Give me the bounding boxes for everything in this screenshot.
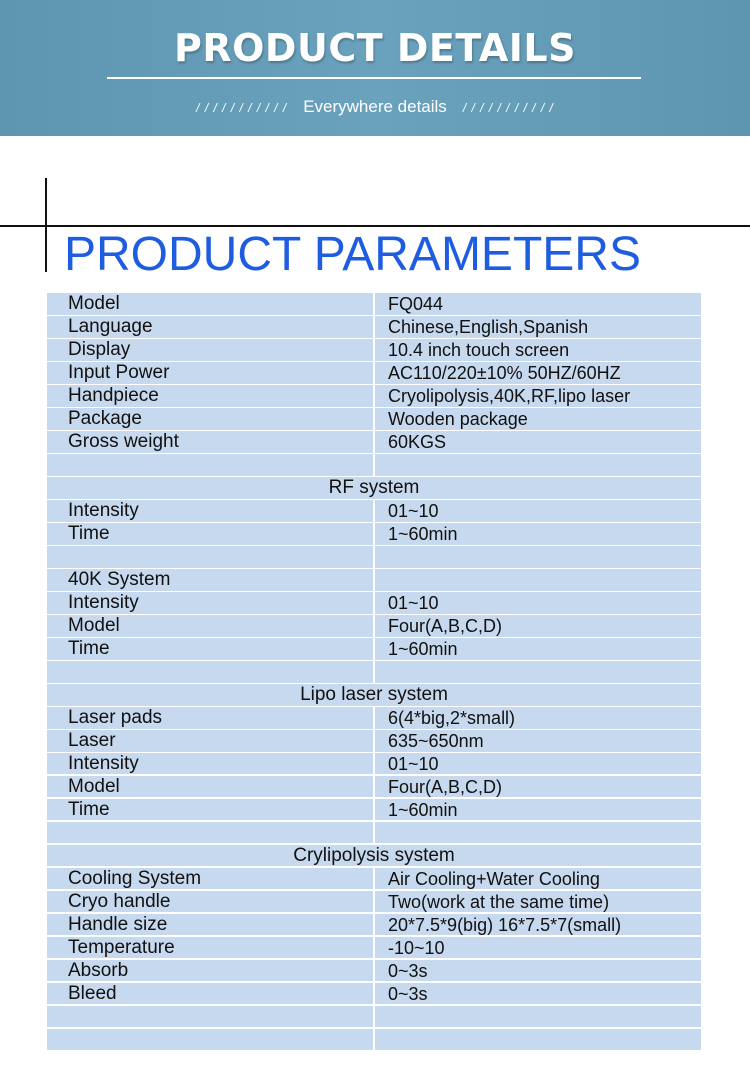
section-title: PRODUCT PARAMETERS [64, 228, 641, 281]
parameter-value: FQ044 [375, 293, 701, 315]
parameter-value: 20*7.5*9(big) 16*7.5*7(small) [375, 914, 701, 936]
table-row [47, 868, 701, 890]
table-row [47, 776, 701, 798]
parameter-value: 1~60min [375, 523, 701, 545]
parameter-label [47, 1006, 373, 1028]
parameter-value: AC110/220±10% 50HZ/60HZ [375, 362, 701, 384]
parameter-value: 01~10 [375, 592, 701, 614]
parameter-label: Display [47, 339, 373, 361]
parameter-label: Intensity [47, 500, 373, 522]
parameter-label: Intensity [47, 753, 373, 775]
parameter-label: Time [47, 638, 373, 660]
banner-divider [107, 77, 641, 79]
table-row [47, 914, 701, 936]
parameter-value: 1~60min [375, 799, 701, 821]
parameter-value: Cryolipolysis,40K,RF,lipo laser [375, 385, 701, 407]
table-row [47, 362, 701, 384]
parameter-label: Input Power [47, 362, 373, 384]
table-section-header-row [47, 845, 701, 867]
parameter-label: Package [47, 408, 373, 430]
parameters-table [47, 293, 701, 1051]
parameter-label: Absorb [47, 960, 373, 982]
table-row [47, 638, 701, 660]
banner-title: PRODUCT DETAILS [174, 26, 576, 70]
table-row [47, 592, 701, 614]
parameter-value [375, 546, 701, 568]
parameter-label: Handpiece [47, 385, 373, 407]
table-row [47, 937, 701, 959]
table-row [47, 799, 701, 821]
table-row [47, 983, 701, 1005]
parameter-label [47, 661, 373, 683]
table-row [47, 523, 701, 545]
parameter-label [47, 1029, 373, 1051]
parameter-value [375, 454, 701, 476]
parameter-value: 10.4 inch touch screen [375, 339, 701, 361]
table-row [47, 385, 701, 407]
header-banner [0, 0, 750, 136]
parameter-value: 60KGS [375, 431, 701, 453]
parameter-label: Cryo handle [47, 891, 373, 913]
parameter-value: 0~3s [375, 983, 701, 1005]
parameter-label [47, 454, 373, 476]
section-header-label: Crylipolysis system [47, 845, 701, 867]
table-row [47, 730, 701, 752]
table-row [47, 753, 701, 775]
parameter-value: 6(4*big,2*small) [375, 707, 701, 729]
parameter-value: Four(A,B,C,D) [375, 615, 701, 637]
table-row [47, 293, 701, 315]
parameter-label: Laser [47, 730, 373, 752]
parameter-label: 40K System [47, 569, 373, 591]
parameter-label: Model [47, 776, 373, 798]
table-section-header-row [47, 684, 701, 706]
parameter-label: Language [47, 316, 373, 338]
parameter-value: Four(A,B,C,D) [375, 776, 701, 798]
parameter-label: Intensity [47, 592, 373, 614]
parameter-label: Cooling System [47, 868, 373, 890]
parameter-label: Temperature [47, 937, 373, 959]
parameter-label: Time [47, 799, 373, 821]
table-row [47, 316, 701, 338]
table-row [47, 500, 701, 522]
parameter-label: Time [47, 523, 373, 545]
table-row [47, 707, 701, 729]
parameter-value [375, 822, 701, 844]
table-row [47, 891, 701, 913]
parameter-label: Model [47, 615, 373, 637]
parameter-label [47, 546, 373, 568]
parameter-label [47, 822, 373, 844]
table-row [47, 661, 701, 683]
parameter-value [375, 661, 701, 683]
parameter-value: 1~60min [375, 638, 701, 660]
table-row [47, 1029, 701, 1051]
parameter-value: 0~3s [375, 960, 701, 982]
parameter-label: Handle size [47, 914, 373, 936]
horizontal-accent-line [0, 225, 750, 227]
slash-decoration-right: / / / / / / / / / / / [462, 100, 554, 115]
parameter-label: Bleed [47, 983, 373, 1005]
parameter-value: Chinese,English,Spanish [375, 316, 701, 338]
parameter-label: Model [47, 293, 373, 315]
table-section-header-row [47, 477, 701, 499]
table-row [47, 1006, 701, 1028]
parameter-value [375, 569, 701, 591]
parameter-value: 01~10 [375, 753, 701, 775]
parameter-value: Air Cooling+Water Cooling [375, 868, 701, 890]
section-header-label: RF system [47, 477, 701, 499]
slash-decoration-left: / / / / / / / / / / / [196, 100, 288, 115]
banner-subtitle: Everywhere details [303, 97, 447, 116]
table-row [47, 546, 701, 568]
parameter-label: Laser pads [47, 707, 373, 729]
banner-subtitle-row [0, 97, 750, 117]
parameter-value: 01~10 [375, 500, 701, 522]
table-row [47, 822, 701, 844]
table-row [47, 408, 701, 430]
parameter-value: Wooden package [375, 408, 701, 430]
table-row [47, 339, 701, 361]
parameter-value: 635~650nm [375, 730, 701, 752]
table-row [47, 431, 701, 453]
table-row [47, 569, 701, 591]
parameter-value: Two(work at the same time) [375, 891, 701, 913]
table-row [47, 615, 701, 637]
parameter-value [375, 1029, 701, 1051]
section-header-label: Lipo laser system [47, 684, 701, 706]
table-row [47, 454, 701, 476]
table-row [47, 960, 701, 982]
parameter-value: -10~10 [375, 937, 701, 959]
parameter-label: Gross weight [47, 431, 373, 453]
parameter-value [375, 1006, 701, 1028]
